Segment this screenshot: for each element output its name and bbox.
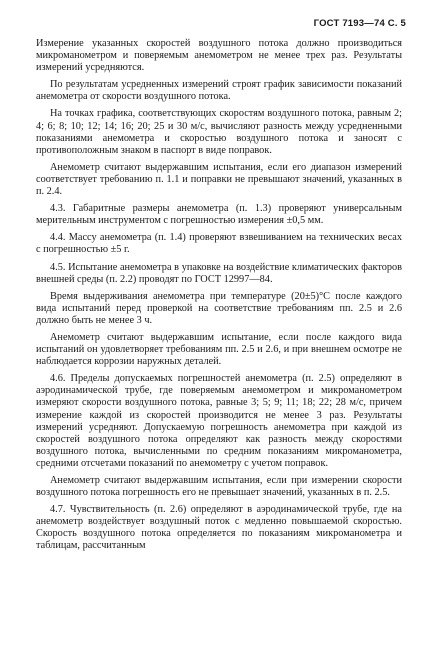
paragraph: По результатам усредненных измерений строят график зависимости показаний анемометра от скорости воздушного потока. xyxy=(36,79,402,103)
document-body xyxy=(36,38,402,558)
page-header: ГОСТ 7193—74 С. 5 xyxy=(313,18,406,29)
paragraph: 4.4. Массу анемометра (п. 1.4) проверяют взвешиванием на технических весах с погрешностью ±5 г. xyxy=(36,232,402,256)
paragraph: 4.3. Габаритные размеры анемометра (п. 1.3) проверяют универсальным мерительным инструментом с погрешностью измерения ±0,5 мм. xyxy=(36,203,402,227)
paragraph: 4.7. Чувствительность (п. 2.6) определяют в аэродинамической трубе, где на анемометр воздействует воздушный поток с медленно повышаемой скоростью. Скорость воздушного потока определяется по показаниям микроманометра и таблицам, рассчитанным xyxy=(36,504,402,552)
paragraph: Время выдерживания анемометра при температуре (20±5)°С после каждого вида испытаний перед проверкой на соответствие требованиям пп. 2.5 и 2.6 должно быть не менее 3 ч. xyxy=(36,290,402,326)
paragraph: Измерение указанных скоростей воздушного потока должно производиться микроманометром и поверяемым анемометром не менее трех раз. Результаты измерений усредняются. xyxy=(36,38,402,74)
paragraph: Анемометр считают выдержавшим испытания, если при измерении скорости воздушного потока погрешность его не превышает значений, указанных в п. 2.5. xyxy=(36,475,402,499)
paragraph: Анемометр считают выдержавшим испытания, если его диапазон измерений соответствует требованию п. 1.1 и поправки не превышают значений, указанных в п. 2.4. xyxy=(36,161,402,198)
paragraph: 4.5. Испытание анемометра в упаковке на воздействие климатических факторов внешней среды (п. 2.2) проводят по ГОСТ 12997—84. xyxy=(36,261,402,285)
paragraph: На точках графика, соответствующих скоростям воздушного потока, равным 2; 4; 6; 8; 10; 12; 14; 16; 20; 25 и 30 м/с, вычисляют разность между усредненными показаниями анемометра и скоростью воздушного потока и заносят с противоположным знаком в паспорт в виде поправок. xyxy=(36,108,402,156)
paragraph: Анемометр считают выдержавшим испытание, если после каждого вида испытаний он удовлетворяет требованиям пп. 2.5 и 2.6, и при внешнем осмотре не наблюдается коррозии наружных деталей. xyxy=(36,331,402,368)
paragraph: 4.6. Пределы допускаемых погрешностей анемометра (п. 2.5) определяют в аэродинамической трубе, где поверяемым анемометром и микроманометром измеряют скорости воздушного потока, равные 3; 5; 9; 11; 18; 22; 28 м/с, причем измерение каждой из скоростей производится не менее 3 раз. Результаты измерений усредняют. Допускаемую погрешность анемометра при каждой из скоростей воздушного потока определяют как разность между скоростями воздушного потока, вычисленными по средним показаниям микроманометра, средними отсчетами показаний по анемометру с учетом поправок. xyxy=(36,373,402,469)
